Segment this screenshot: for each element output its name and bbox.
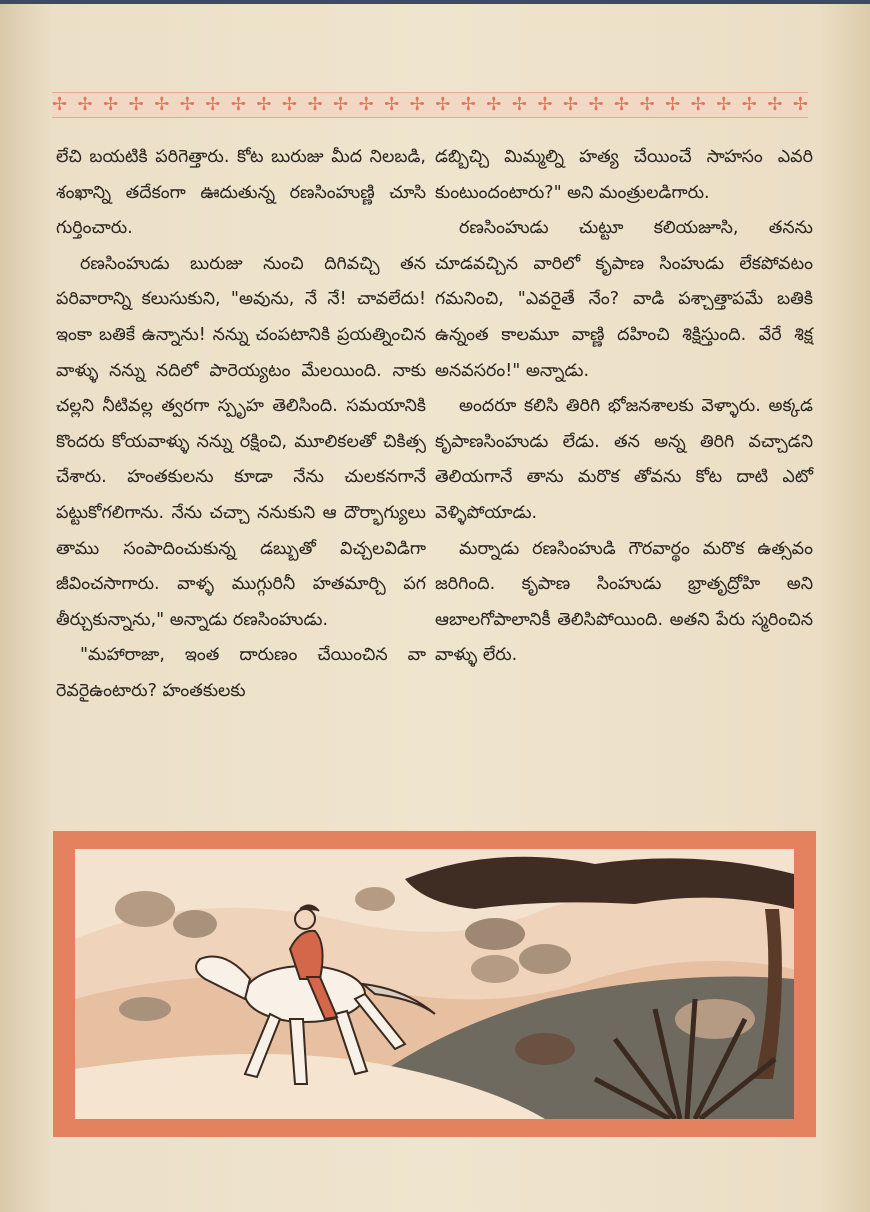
paragraph: రణసింహుడు బురుజు నుంచి దిగివచ్చి తన పరివారాన్ని కలుసుకుని, "అవును, నే నే! చావలేదు! ఇంకా బతికే ఉన్నాను! నన్ను చంపటానికి ప్రయత్నించిన వాళ్ళు నన్ను నదిలో పారెయ్యటం మేలయింది. నాకు చల్లని నీటివల్ల త్వరగా స్పృహ తెలిసింది. సమయానికి కొందరు కోయవాళ్ళు నన్ను రక్షించి, మూలికలతో చికిత్స చేశారు. హంతకులను కూడా నేను చులకనగానే పట్టుకోగలిగాను. నేను చచ్చా ననుకుని ఆ దౌర్భాగ్యులు తాము సంపాదించుకున్న డబ్బుతో విచ్చలవిడిగా జీవించసాగారు. వాళ్ళ ముగ్గురినీ హతమార్చి పగ తీర్చుకున్నాను," అన్నాడు రణసింహుడు. [56, 253, 426, 630]
ornament-star-icon: ✢ [128, 94, 144, 115]
ornament-star-icon: ✢ [333, 94, 349, 115]
ornament-star-icon: ✢ [154, 94, 170, 115]
ornament-star-icon: ✢ [486, 94, 502, 115]
ornament-star-icon: ✢ [767, 94, 783, 115]
ornament-star-icon: ✢ [307, 94, 323, 115]
illustration-frame [53, 831, 816, 1137]
ornamental-border [52, 92, 808, 118]
ornament-star-icon: ✢ [205, 94, 221, 115]
ornament-star-icon: ✢ [435, 94, 451, 115]
ornament-star-icon: ✢ [460, 94, 476, 115]
left-text-column [56, 140, 426, 710]
ornament-star-icon: ✢ [690, 94, 706, 115]
ornament-star-icon: ✢ [103, 94, 119, 115]
paragraph: మర్నాడు రణసింహుడి గౌరవార్థం మరొక ఉత్సవం జరిగింది. కృపాణ సింహుడు భ్రాతృద్రోహి అని ఆబాలగోపాలానికీ తెలిసిపోయింది. అతని పేరు స్మరించిన వాళ్ళు లేరు. [435, 538, 813, 666]
paragraph: డబ్బిచ్చి మిమ్మల్ని హత్య చేయించే సాహసం ఎవరి కుంటుందంటారు?" అని మంత్రులడిగారు. [435, 147, 813, 203]
ornament-star-icon: ✢ [614, 94, 630, 115]
ornament-star-icon: ✢ [562, 94, 579, 115]
ornament-star-icon: ✢ [52, 94, 68, 115]
ornament-star-icon: ✢ [665, 94, 681, 115]
ornament-star-icon: ✢ [77, 94, 93, 115]
ornament-star-icon: ✢ [358, 94, 374, 115]
ornament-star-icon: ✢ [409, 94, 425, 115]
ornament-star-icon: ✢ [179, 94, 195, 115]
ornament-star-icon: ✢ [256, 94, 272, 115]
ornament-star-icon: ✢ [537, 94, 553, 115]
paragraph: అందరూ కలిసి తిరిగి భోజనశాలకు వెళ్ళారు. అక్కడ కృపాణసింహుడు లేడు. తన అన్న తిరిగి వచ్చాడని తెలియగానే తాను మరొక తోవను కోట దాటి ఎటో వెళ్ళిపోయాడు. [435, 396, 813, 523]
top-edge [0, 0, 870, 4]
paragraph: "మహారాజా, ఇంత దారుణం చేయించిన వా రెవరైఉంటారు? హంతకులకు [56, 645, 426, 701]
ornament-star-icon: ✢ [230, 94, 246, 115]
ornament-star-icon: ✢ [588, 94, 604, 115]
ornament-star-icon: ✢ [639, 94, 655, 115]
horse-rider-illustration [75, 849, 794, 1119]
paragraph: లేచి బయటికి పరిగెత్తారు. కోట బురుజు మీద నిలబడి, శంఖాన్ని తదేకంగా ఊదుతున్న రణసింహుణ్ణి చూసి గుర్తించారు. [56, 147, 426, 239]
right-text-column [435, 140, 813, 674]
paragraph: రణసింహుడు చుట్టూ కలియజూసి, తనను చూడవచ్చిన వారిలో కృపాణ సింహుడు లేకపోవటం గమనించి, "ఎవరైతే నేం? వాడి పశ్చాత్తాపమే బతికి ఉన్నంత కాలమూ వాణ్ణి దహించి శిక్షిస్తుంది. వేరే శిక్ష అనవసరం!" అన్నాడు. [435, 218, 813, 381]
ornament-star-icon: ✢ [792, 94, 808, 115]
ornament-star-icon: ✢ [511, 94, 527, 115]
ornament-star-icon: ✢ [741, 94, 757, 115]
ornament-star-icon: ✢ [384, 94, 400, 115]
ornament-star-icon: ✢ [281, 94, 298, 115]
ornament-star-icon: ✢ [716, 94, 732, 115]
